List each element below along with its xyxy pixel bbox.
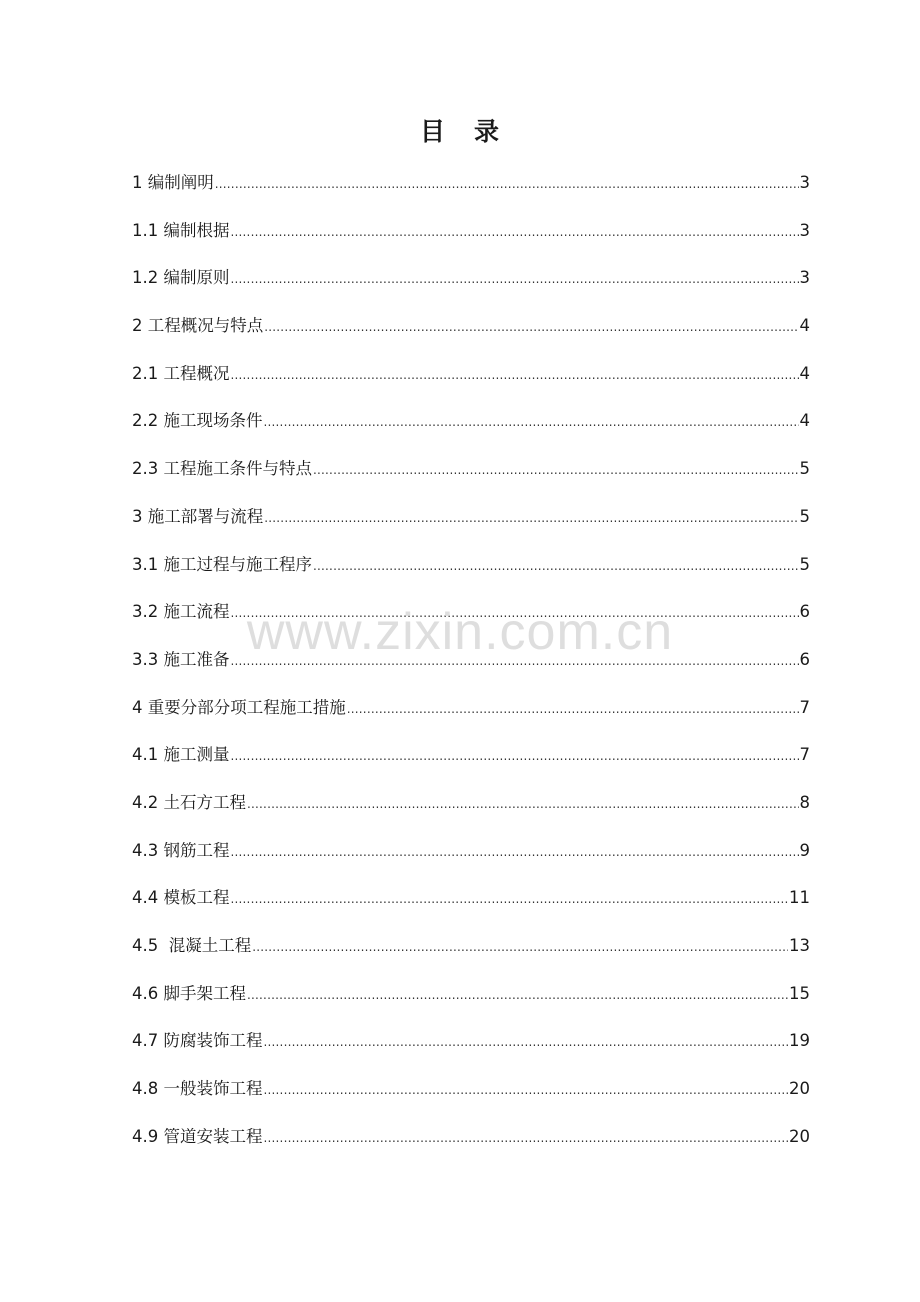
toc-entry-page-number: 4 <box>799 316 810 336</box>
toc-dot-leader <box>231 600 799 626</box>
toc-dot-leader <box>247 982 788 1008</box>
toc-entry[interactable] <box>132 1124 810 1172</box>
toc-dot-leader <box>231 266 799 292</box>
toc-entry-page-number: 15 <box>789 983 810 1003</box>
toc-entry[interactable] <box>132 599 810 647</box>
toc-dot-leader <box>264 314 798 340</box>
toc-dot-leader <box>231 743 799 769</box>
toc-dot-leader <box>231 362 799 388</box>
toc-entry-page-number: 5 <box>799 506 810 526</box>
toc-entry[interactable] <box>132 265 810 313</box>
toc-entry-page-number: 8 <box>799 792 810 812</box>
watermark: www.zixin.com.cn <box>246 603 674 661</box>
toc-entry[interactable] <box>132 790 810 838</box>
toc-entry-page-number: 3 <box>799 268 810 288</box>
toc-entry[interactable] <box>132 695 810 743</box>
toc-entry[interactable] <box>132 885 810 933</box>
toc-entry-page-number: 4 <box>799 411 810 431</box>
toc-dot-leader <box>247 791 799 817</box>
toc-entry-page-number: 9 <box>799 840 810 860</box>
toc-dot-leader <box>231 839 799 865</box>
toc-entry[interactable] <box>132 1076 810 1124</box>
toc-entry[interactable] <box>132 408 810 456</box>
toc-dot-leader <box>252 934 788 960</box>
toc-entry-page-number: 7 <box>799 697 810 717</box>
toc-entry[interactable] <box>132 981 810 1029</box>
toc-entry-page-number: 3 <box>799 173 810 192</box>
toc-entry[interactable] <box>132 218 810 266</box>
toc-entry-label: 4.6 脚手架工程 <box>132 983 246 1003</box>
toc-dot-leader <box>264 1077 789 1103</box>
toc-dot-leader <box>264 1029 789 1055</box>
toc-entry-page-number: 5 <box>799 459 810 479</box>
toc-dot-leader <box>264 409 799 435</box>
toc-entry-label: 3.1 施工过程与施工程序 <box>132 554 312 574</box>
toc-entry[interactable] <box>132 170 810 218</box>
toc-entry-label: 2 工程概况与特点 <box>132 316 264 336</box>
toc-entry[interactable] <box>132 456 810 504</box>
toc-entry-label: 1.1 编制根据 <box>132 220 230 240</box>
toc-entry[interactable] <box>132 933 810 981</box>
toc-entry-page-number: 13 <box>789 936 810 955</box>
toc-entry-page-number: 5 <box>799 554 810 574</box>
toc-entry-page-number: 20 <box>789 1079 810 1099</box>
toc-entry[interactable] <box>132 1028 810 1076</box>
toc-entry-page-number: 4 <box>799 363 810 383</box>
toc-dot-leader <box>264 505 798 531</box>
toc-entry-label: 4.4 模板工程 <box>132 888 230 908</box>
toc-entry-label: 4.9 管道安装工程 <box>132 1126 263 1146</box>
toc-entry-page-number: 7 <box>799 745 810 765</box>
toc-entry[interactable] <box>132 647 810 695</box>
toc-entry[interactable] <box>132 504 810 552</box>
toc-entry-label: 3 施工部署与流程 <box>132 506 264 526</box>
toc-entry-page-number: 19 <box>789 1031 810 1051</box>
title-char-2: 录 <box>474 117 501 146</box>
toc-entry-label: 2.1 工程概况 <box>132 363 230 383</box>
toc-entry-label: 4.7 防腐装饰工程 <box>132 1031 263 1051</box>
toc-entry-label: 3.3 施工准备 <box>132 649 230 669</box>
title-char-1: 目 <box>419 117 446 146</box>
toc-entry-label: 4.5 混凝土工程 <box>132 936 252 955</box>
toc-entry-page-number: 20 <box>789 1126 810 1146</box>
toc-dot-leader <box>231 648 799 674</box>
toc-dot-leader <box>231 219 799 245</box>
toc-entry-label: 2.3 工程施工条件与特点 <box>132 459 312 479</box>
toc-dot-leader <box>313 553 799 579</box>
page-title <box>0 112 920 148</box>
toc-dot-leader <box>347 696 799 722</box>
toc-entry-label: 2.2 施工现场条件 <box>132 411 263 431</box>
toc-dot-leader <box>264 1125 789 1151</box>
toc-entry[interactable] <box>132 552 810 600</box>
toc-entry[interactable] <box>132 838 810 886</box>
toc-entry-page-number: 11 <box>789 888 810 908</box>
toc-entry[interactable] <box>132 313 810 361</box>
toc-dot-leader <box>313 457 799 483</box>
toc-entry-label: 4.8 一般装饰工程 <box>132 1079 263 1099</box>
toc-entry-label: 1.2 编制原则 <box>132 268 230 288</box>
toc-entry-page-number: 6 <box>799 649 810 669</box>
toc-entry-label: 3.2 施工流程 <box>132 602 230 622</box>
toc-dot-leader <box>231 886 789 912</box>
toc-entry-label: 4.3 钢筋工程 <box>132 840 230 860</box>
toc-entry-label: 1 编制阐明 <box>132 173 214 192</box>
toc-entry[interactable] <box>132 361 810 409</box>
table-of-contents <box>132 170 810 1171</box>
toc-dot-leader <box>215 171 799 197</box>
toc-entry-page-number: 6 <box>799 602 810 622</box>
toc-entry-page-number: 3 <box>799 220 810 240</box>
toc-entry[interactable] <box>132 742 810 790</box>
toc-entry-label: 4 重要分部分项工程施工措施 <box>132 697 346 717</box>
toc-entry-label: 4.1 施工测量 <box>132 745 230 765</box>
toc-entry-label: 4.2 土石方工程 <box>132 792 246 812</box>
